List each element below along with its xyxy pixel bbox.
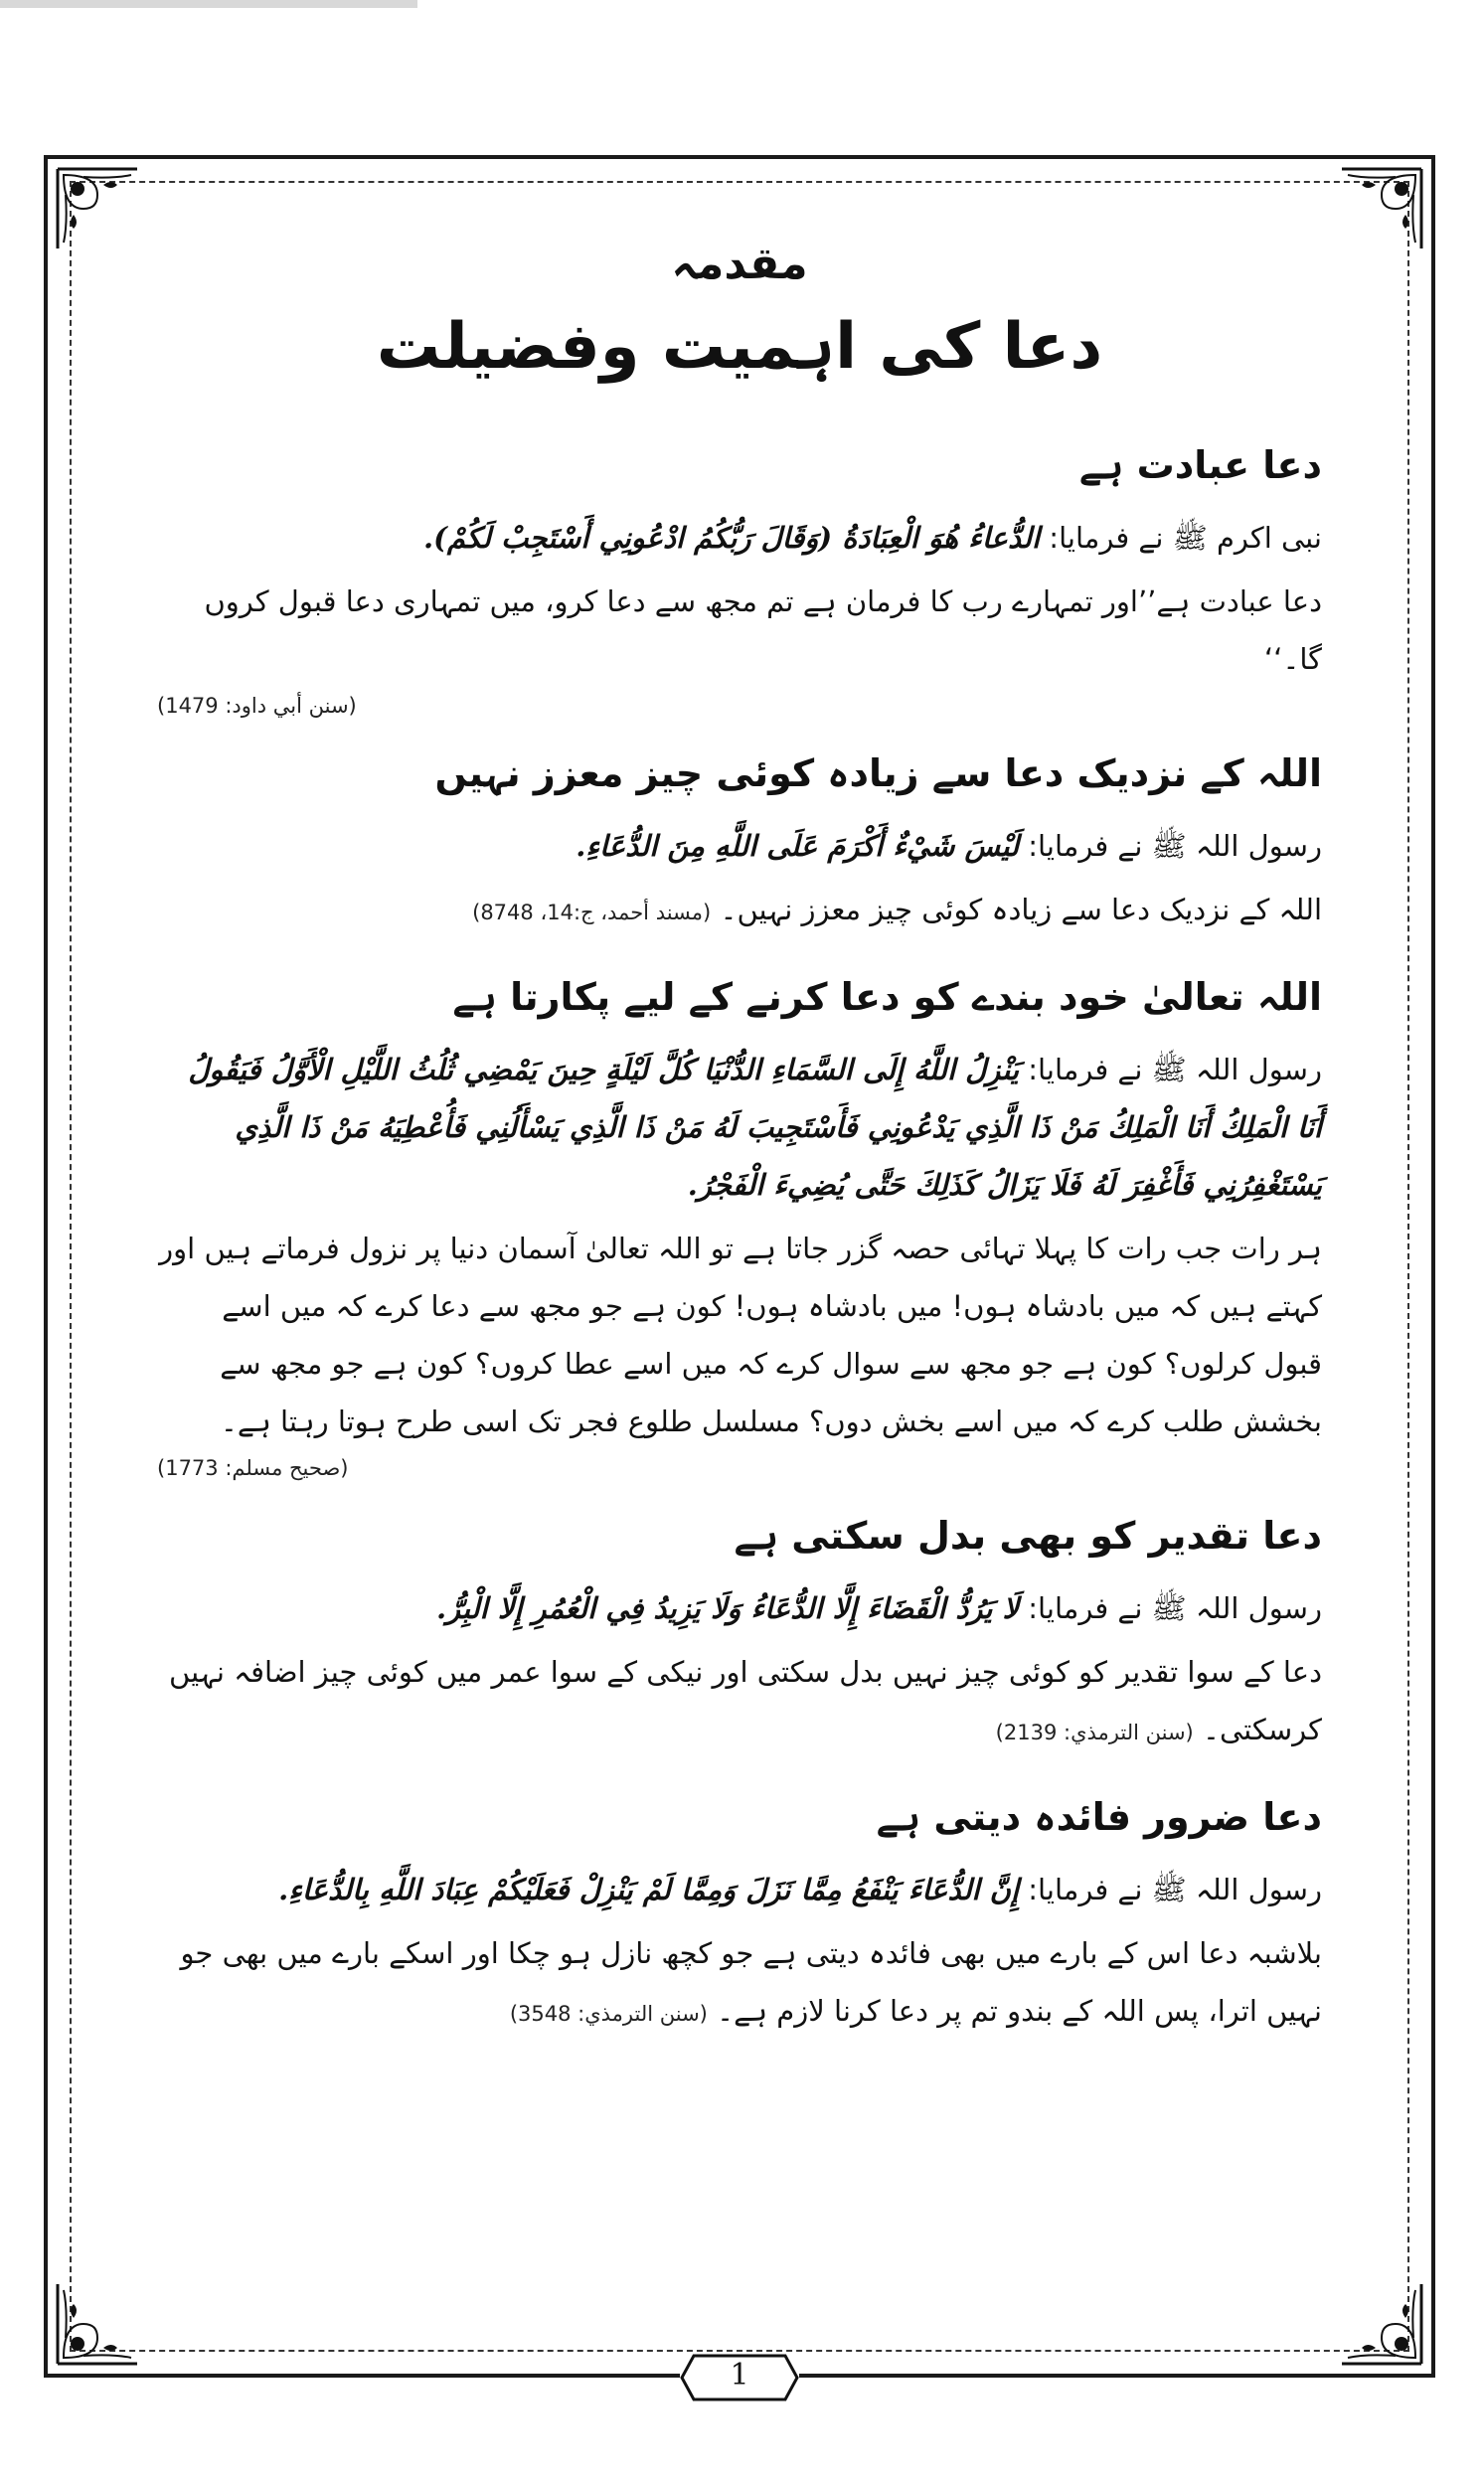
translation-line (157, 573, 1322, 688)
hadith-intro: رسول اللہ ﷺ نے فرمایا: (1028, 1591, 1322, 1625)
hadith-arabic: إِنَّ الدُّعَاءَ يَنْفَعُ مِمَّا نَزَلَ وَمِمَّا لَمْ يَنْزِلْ فَعَلَيْكُمْ عِبَادَ اللَّهِ بِالدُّعَاءِ. (278, 1873, 1020, 1906)
page-title: دعا کی اہمیت وفضیلت (376, 310, 1103, 384)
section-title: دعا تقدیر کو بھی بدل سکتی ہے (734, 1514, 1322, 1558)
translation-line (157, 881, 1322, 941)
section-title: دعا عبادت ہے (1078, 443, 1322, 487)
page-number: 1 (730, 2358, 749, 2393)
hadith-intro: رسول اللہ ﷺ نے فرمایا: (1028, 1873, 1322, 1906)
translation-line (157, 1924, 1322, 2043)
corner-ornament-icon (54, 2280, 141, 2368)
section (157, 1795, 1322, 2043)
section-title: اللہ کے نزدیک دعا سے زیادہ کوئی چیز معزز نہیں (434, 751, 1322, 795)
translation-text: دعا کے سوا تقدیر کو کوئی چیز نہیں بدل سکتی اور نیکی کے سوا عمر میں کوئی چیز اضافہ نہیں کرسکتی۔ (169, 1655, 1322, 1746)
hadith-intro: رسول اللہ ﷺ نے فرمایا: (1028, 829, 1322, 863)
page-subtitle: مقدمہ (671, 239, 808, 289)
corner-ornament-icon (1338, 165, 1425, 252)
corner-ornament-icon (1338, 2280, 1425, 2368)
page-content (157, 239, 1322, 2254)
hadith-line (157, 1579, 1322, 1637)
hadith-arabic: الدُّعاءُ هُوَ الْعِبَادَةُ (وَقَالَ رَبُّكُمُ ادْعُونِي أَسْتَجِبْ لَكُمْ). (423, 521, 1041, 555)
section (157, 751, 1322, 941)
hadith-intro: رسول اللہ ﷺ نے فرمایا: (1028, 1053, 1322, 1086)
hadith-arabic: لَا يَرُدُّ الْقَضَاءَ إِلَّا الدُّعَاءُ وَلَا يَزِيدُ فِي الْعُمُرِ إِلَّا الْبِرُّ. (435, 1591, 1020, 1625)
page-border (44, 155, 1435, 2393)
section (157, 975, 1322, 1480)
corner-ornament-icon (54, 165, 141, 252)
translation-text: دعا عبادت ہے’’اور تمہارے رب کا فرمان ہے تم مجھ سے دعا کرو، میں تمہاری دعا قبول کروں گا۔‘‘ (204, 584, 1322, 676)
hadith-line (157, 509, 1322, 567)
section-title: اللہ تعالیٰ خود بندے کو دعا کرنے کے لیے پکارتا ہے (452, 975, 1322, 1019)
reference: (مسند أحمد، ج:14، 8748) (472, 901, 712, 924)
section-title: دعا ضرور فائدہ دیتی ہے (876, 1795, 1322, 1839)
reference: (سنن الترمذي: 3548) (509, 2002, 708, 2026)
page-number-badge (680, 2352, 799, 2403)
reference: (صحيح مسلم: 1773) (157, 1456, 349, 1480)
hadith-arabic: يَنْزِلُ اللَّهُ إِلَى السَّمَاءِ الدُّنْيَا كُلَّ لَيْلَةٍ حِينَ يَمْضِي ثُلُثُ اللَّيْلِ الْأَوَّلُ فَيَقُولُ أَنَا الْمَلِكُ أَنَا الْمَلِكُ مَنْ ذَا الَّذِي يَدْعُونِي فَأَسْتَجِيبَ لَهُ مَنْ ذَا الَّذِي يَسْأَلُنِي فَأُعْطِيَهُ مَنْ ذَا الَّذِي يَسْتَغْفِرُنِي فَأَغْفِرَ لَهُ فَلَا يَزَالُ كَذَلِكَ حَتَّى يُضِيءَ الْفَجْرُ. (188, 1053, 1322, 1202)
hadith-line (157, 1041, 1322, 1214)
translation-text: اللہ کے نزدیک دعا سے زیادہ کوئی چیز معزز نہیں۔ (720, 893, 1322, 926)
translation-line (157, 1220, 1322, 1450)
hadith-intro: نبی اکرم ﷺ نے فرمایا: (1049, 521, 1322, 555)
hadith-line (157, 817, 1322, 875)
translation-line (157, 1643, 1322, 1761)
hadith-line (157, 1861, 1322, 1918)
section (157, 1514, 1322, 1761)
reference: (سنن أبي داود: 1479) (157, 694, 357, 718)
scan-edge (0, 0, 417, 8)
reference: (سنن الترمذي: 2139) (995, 1721, 1194, 1744)
translation-text: بلاشبہ دعا اس کے بارے میں بھی فائدہ دیتی ہے جو کچھ نازل ہو چکا اور اسکے بارے میں بھی جو نہیں اترا، پس اللہ کے بندو تم پر دعا کرنا لازم ہے۔ (180, 1936, 1322, 2028)
translation-text: ہر رات جب رات کا پہلا تہائی حصہ گزر جاتا ہے تو اللہ تعالیٰ آسمان دنیا پر نزول فرماتے ہیں اور کہتے ہیں کہ میں بادشاہ ہوں! میں بادشاہ ہوں! کون ہے جو مجھ سے دعا کرے کہ میں اسے قبول کرلوں؟ کون ہے جو مجھ سے سوال کرے کہ میں اسے عطا کروں؟ کون ہے جو مجھ سے بخشش طلب کرے کہ میں اسے بخش دوں؟ مسلسل طلوع فجر تک اسی طرح ہوتا رہتا ہے۔ (159, 1232, 1322, 1438)
hadith-arabic: لَيْسَ شَيْءٌ أَكْرَمَ عَلَى اللَّهِ مِنَ الدُّعَاءِ. (576, 829, 1020, 863)
section (157, 443, 1322, 718)
